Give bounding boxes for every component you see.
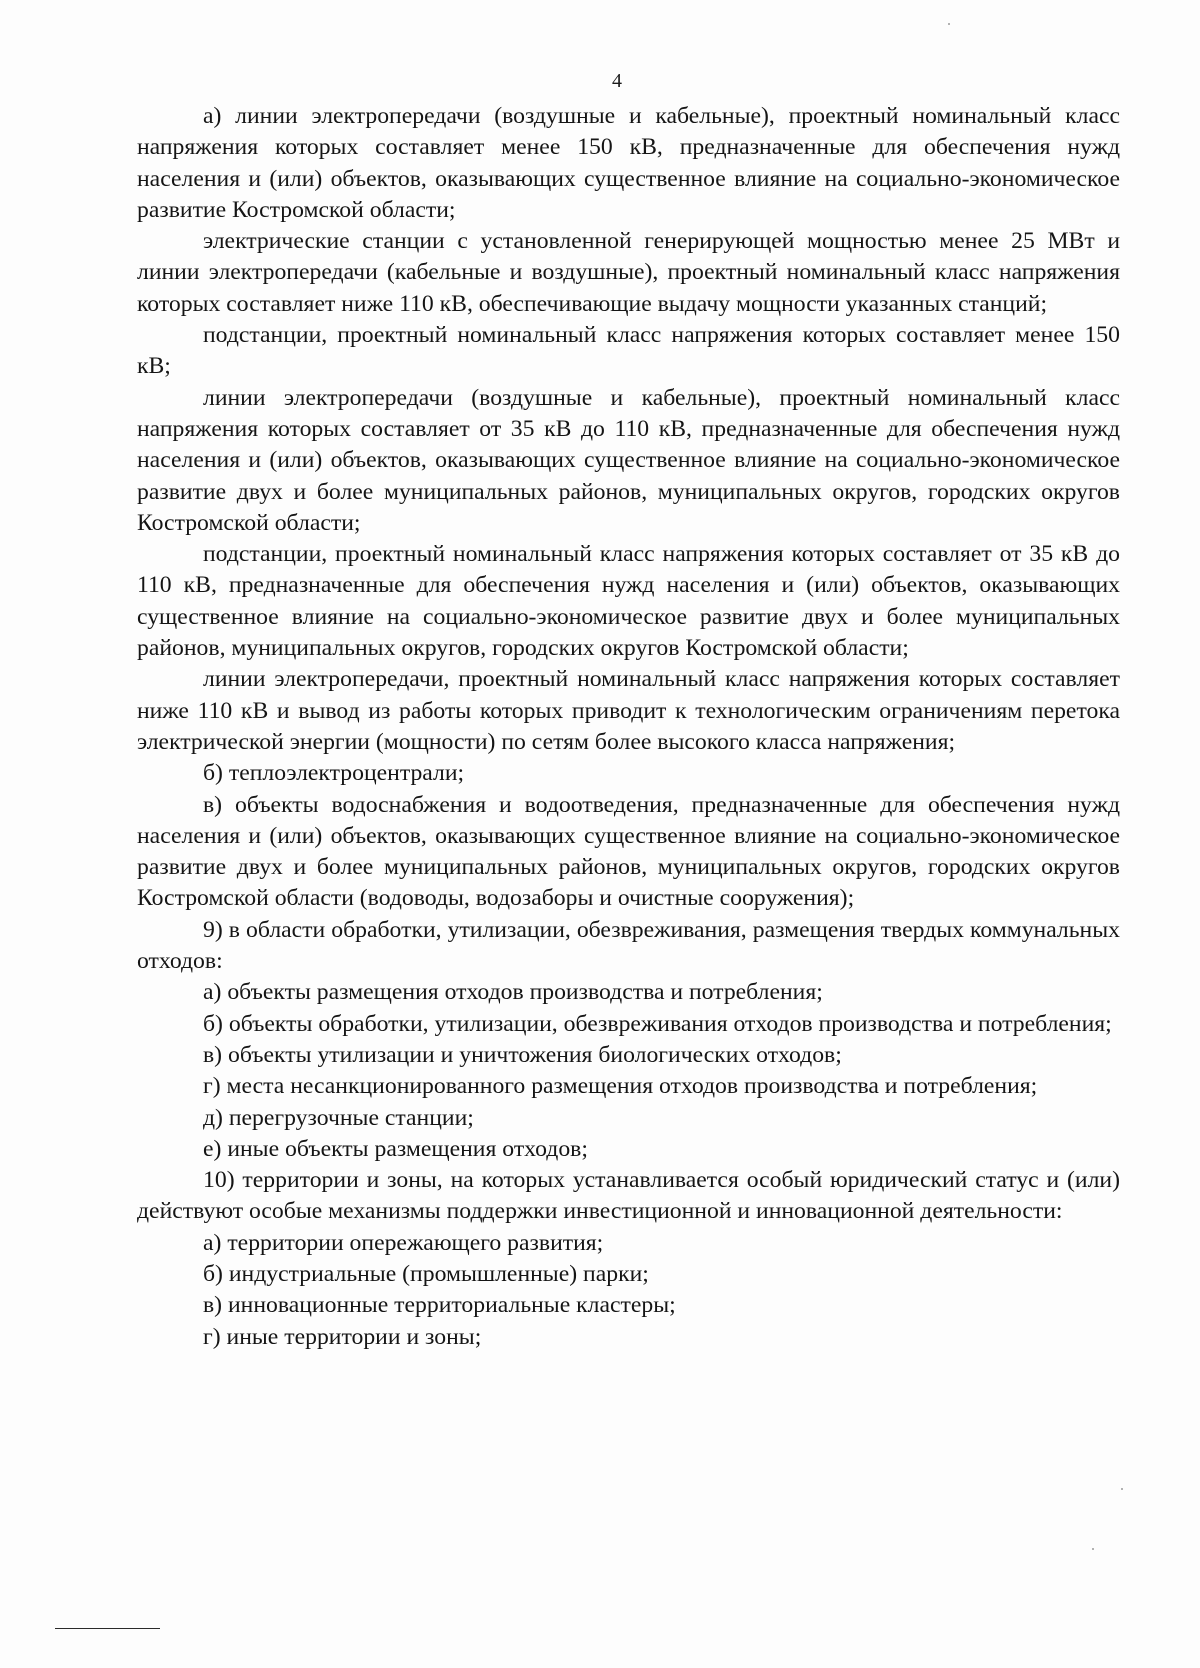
paragraph: б) индустриальные (промышленные) парки; (203, 1260, 649, 1287)
paragraph: в) объекты водоснабжения и водоотведения, предназначенные для обеспечения нужд населения и (или) объектов, оказывающих существенное влияние на социально-экономическое развитие двух и более муниципальных районов, муниципальных округов, городских округов Костромской области (водоводы, водозаборы и очистные сооружения); (137, 791, 1120, 912)
paragraph: б) объекты обработки, утилизации, обезвреживания отходов производства и потребления; (203, 1010, 1112, 1037)
paragraph: электрические станции с установленной генерирующей мощностью менее 25 МВт и линии электропередачи (кабельные и воздушные), проектный номинальный класс напряжения которых составляет ниже 110 кВ, обеспечивающие выдачу мощности указанных станций; (137, 228, 1120, 317)
document-body (137, 101, 1120, 1353)
scan-speck (1092, 1548, 1094, 1550)
paragraph: 10) территории и зоны, на которых устанавливается особый юридический статус и (или) действуют особые механизмы поддержки инвестиционной и инновационной деятельности: (137, 1167, 1120, 1225)
paragraph: г) места несанкционированного размещения отходов производства и потребления; (203, 1073, 1038, 1100)
paragraph: подстанции, проектный номинальный класс напряжения которых составляет от 35 кВ до 110 кВ, предназначенные для обеспечения нужд населения и (или) объектов, оказывающих существенное влияние на социально-экономическое развитие двух и более муниципальных районов, муниципальных округов, городских округов Костромской области; (137, 541, 1120, 662)
scan-speck (948, 23, 950, 25)
paragraph: в) объекты утилизации и уничтожения биологических отходов; (203, 1041, 842, 1068)
paragraph: а) линии электропередачи (воздушные и кабельные), проектный номинальный класс напряжения которых составляет менее 150 кВ, предназначенные для обеспечения нужд населения и (или) объектов, оказывающих существенное влияние на социально-экономическое развитие Костромской области; (137, 103, 1120, 223)
paragraph: линии электропередачи, проектный номинальный класс напряжения которых составляет ниже 110 кВ и вывод из работы которых приводит к технологическим ограничениям перетока электрической энергии (мощности) по сетям более высокого класса напряжения; (137, 666, 1120, 755)
paragraph: в) инновационные территориальные кластеры; (203, 1292, 676, 1319)
paragraph: линии электропередачи (воздушные и кабельные), проектный номинальный класс напряжения которых составляет от 35 кВ до 110 кВ, предназначенные для обеспечения нужд населения и (или) объектов, оказывающих существенное влияние на социально-экономическое развитие двух и более муниципальных районов, муниципальных округов, городских округов Костромской области; (137, 384, 1120, 536)
paragraph: а) территории опережающего развития; (203, 1229, 604, 1256)
page-number: 4 (612, 70, 622, 92)
footnote-separator-line (55, 1628, 160, 1629)
scan-speck (1121, 1488, 1123, 1490)
paragraph: е) иные объекты размещения отходов; (203, 1135, 588, 1162)
paragraph: б) теплоэлектроцентрали; (203, 760, 465, 787)
paragraph: а) объекты размещения отходов производства и потребления; (203, 979, 823, 1006)
paragraph: д) перегрузочные станции; (203, 1104, 474, 1131)
paragraph: подстанции, проектный номинальный класс напряжения которых составляет менее 150 кВ; (137, 322, 1120, 380)
paragraph: г) иные территории и зоны; (203, 1323, 482, 1350)
paragraph: 9) в области обработки, утилизации, обезвреживания, размещения твердых коммунальных отходов: (137, 916, 1120, 975)
